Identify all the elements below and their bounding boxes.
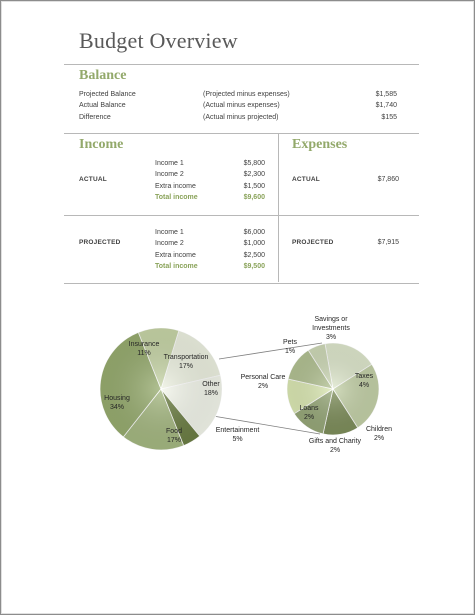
income-row-value: $1,000	[243, 240, 265, 247]
income-row-value: $1,500	[243, 183, 265, 190]
income-total-value: $9,600	[243, 194, 265, 201]
balance-value: $1,740	[375, 102, 397, 109]
pie-label-entertainment: Entertainment 5%	[215, 427, 260, 443]
pie-label-food: Food 17%	[166, 428, 182, 444]
expenses-actual-label: ACTUAL	[292, 176, 320, 183]
expenses-heading: Expenses	[292, 137, 348, 152]
income-projected-label: PROJECTED	[79, 239, 121, 246]
income-row-label: Income 1	[155, 229, 184, 236]
pie-label-other: Other 18%	[202, 381, 220, 397]
balance-label: Actual Balance	[79, 102, 126, 109]
income-row-value: $2,500	[243, 252, 265, 259]
pie-label-transportation: Transportation 17%	[163, 354, 209, 370]
income-total-value: $9,500	[243, 263, 265, 270]
income-heading: Income	[79, 137, 124, 152]
expenses-projected-value: $7,915	[377, 239, 399, 246]
balance-label: Projected Balance	[79, 91, 136, 98]
income-row-label: Extra income	[155, 252, 196, 259]
expenses-actual-value: $7,860	[377, 176, 399, 183]
income-row-value: $6,000	[243, 229, 265, 236]
pie-label-savings: Savings or Investments 3%	[312, 316, 350, 341]
pie-label-housing: Housing 34%	[104, 395, 130, 411]
income-total-label: Total income	[155, 263, 198, 270]
balance-heading: Balance	[79, 68, 127, 83]
income-row-label: Income 1	[155, 160, 184, 167]
pie-label-children: Children 2%	[365, 426, 393, 442]
expenses-projected-label: PROJECTED	[292, 239, 334, 246]
pie-label-taxes: Taxes 4%	[354, 373, 374, 389]
balance-label: Difference	[79, 114, 111, 121]
income-row-value: $2,300	[243, 171, 265, 178]
page-title: Budget Overview	[79, 28, 238, 53]
income-row-label: Income 2	[155, 171, 184, 178]
balance-value: $155	[381, 114, 397, 121]
income-row-label: Extra income	[155, 183, 196, 190]
pie-label-pets: Pets 1%	[282, 339, 297, 355]
pie-label-loans: Loans 2%	[299, 405, 319, 421]
income-total-label: Total income	[155, 194, 198, 201]
pie-label-personal-care: Personal Care 2%	[240, 374, 286, 390]
balance-desc: (Actual minus projected)	[203, 114, 279, 121]
income-actual-label: ACTUAL	[79, 176, 107, 183]
income-row-label: Income 2	[155, 240, 184, 247]
balance-desc: (Projected minus expenses)	[203, 91, 290, 98]
income-row-value: $5,800	[243, 160, 265, 167]
pie-label-gifts: Gifts and Charity 2%	[308, 438, 362, 454]
balance-value: $1,585	[375, 91, 397, 98]
balance-desc: (Actual minus expenses)	[203, 102, 280, 109]
pie-label-insurance: Insurance 11%	[128, 341, 160, 357]
